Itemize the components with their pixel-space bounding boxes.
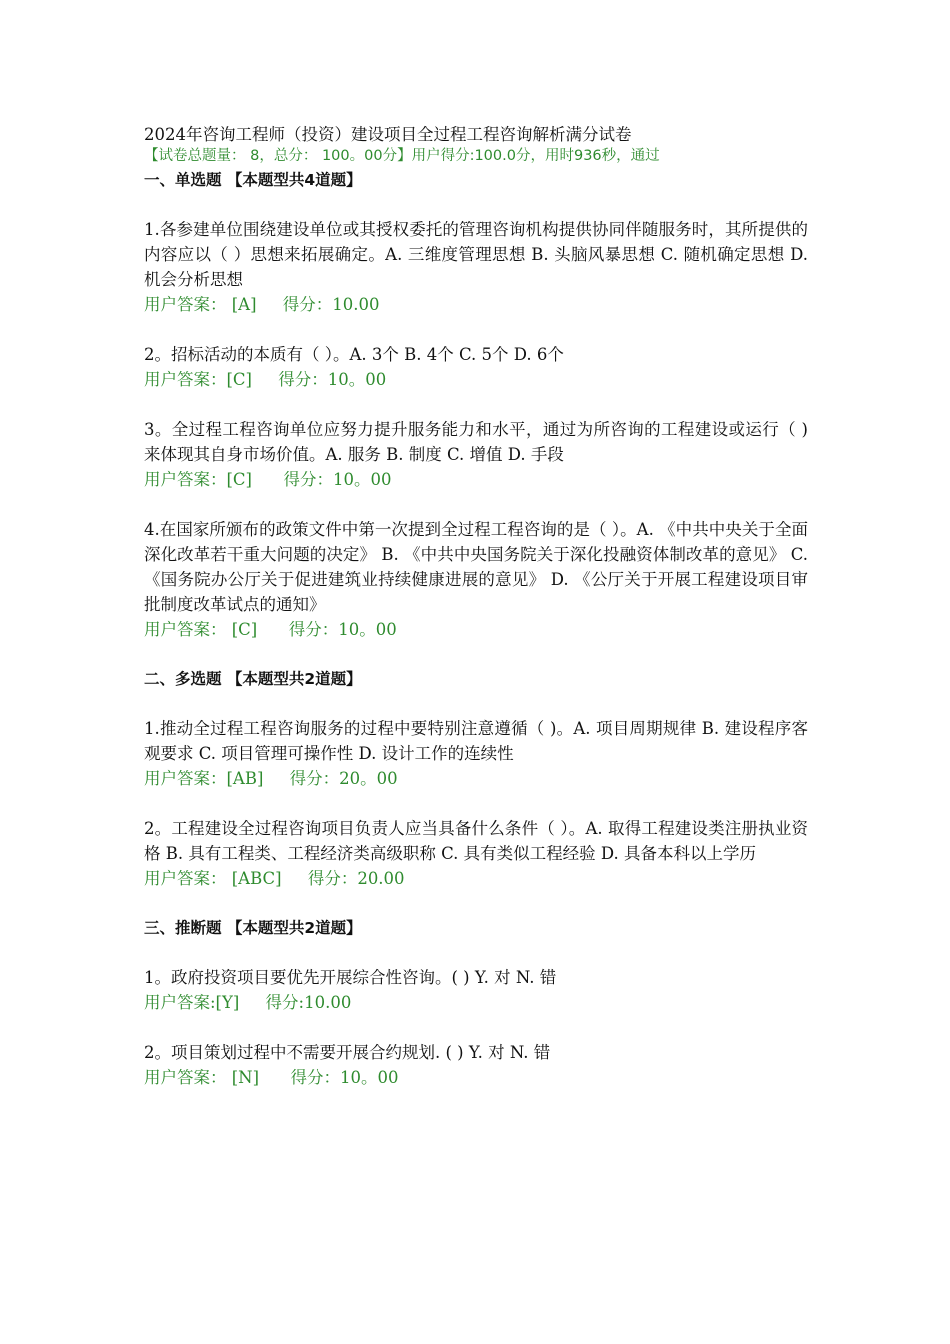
question-text: 3。全过程工程咨询单位应努力提升服务能力和水平，通过为所咨询的工程建设或运行（ )来体现其自身市场价值。A. 服务 B. 制度 C. 增值 D. 手段 bbox=[144, 420, 808, 464]
question-block bbox=[144, 1040, 808, 1090]
question-block bbox=[144, 517, 808, 642]
section-heading: 三、推断题 【本题型共2道题】 bbox=[144, 919, 362, 937]
question-text: 2。工程建设全过程咨询项目负责人应当具备什么条件（ ）。A. 取得工程建设类注册执业资格 B. 具有工程类、工程经济类高级职称 C. 具有类似工程经验 D. 具备本科以上学历 bbox=[144, 819, 808, 863]
user-answer: 用户答案： [N] 得分：10。00 bbox=[144, 1068, 399, 1087]
question-block bbox=[144, 417, 808, 492]
question-text: 2。招标活动的本质有（ ）。A. 3个 B. 4个 C. 5个 D. 6个 bbox=[144, 345, 564, 364]
section-single-choice bbox=[144, 168, 808, 642]
question-text: 1。政府投资项目要优先开展综合性咨询。( ) Y. 对 N. 错 bbox=[144, 968, 557, 987]
exam-summary: 【试卷总题量： 8，总分： 100。00分】用户得分:100.0分，用时936秒，通过 bbox=[144, 148, 660, 164]
user-answer: 用户答案：[AB] 得分：20。00 bbox=[144, 769, 398, 788]
user-answer: 用户答案：[C] 得分：10。00 bbox=[144, 470, 392, 489]
user-answer: 用户答案：[C] 得分：10。00 bbox=[144, 370, 387, 389]
question-text: 1.各参建单位围绕建设单位或其授权委托的管理咨询机构提供协同伴随服务时，其所提供的内容应以（ ）思想来拓展确定。A. 三维度管理思想 B. 头脑风暴思想 C. 随机确定思想 D. 机会分析思想 bbox=[144, 220, 808, 289]
user-answer: 用户答案： [A] 得分：10.00 bbox=[144, 295, 380, 314]
user-answer: 用户答案： [ABC] 得分：20.00 bbox=[144, 869, 405, 888]
section-heading: 一、单选题 【本题型共4道题】 bbox=[144, 171, 362, 189]
section-multiple-choice bbox=[144, 667, 808, 891]
question-block bbox=[144, 342, 808, 392]
user-answer: 用户答案： [C] 得分：10。00 bbox=[144, 620, 397, 639]
user-answer: 用户答案:[Y] 得分:10.00 bbox=[144, 993, 352, 1012]
section-true-false bbox=[144, 916, 808, 1090]
question-text: 4.在国家所颁布的政策文件中第一次提到全过程工程咨询的是（ ）。A. 《中共中央关于全面深化改革若干重大问题的决定》 B. 《中共中央国务院关于深化投融资体制改革的意见》 C. 《国务院办公厅关于促进建筑业持续健康进展的意见》 D. 《公厅关于开展工程建设项目审批制度改革试点的通知》 bbox=[144, 520, 808, 614]
question-text: 2。项目策划过程中不需要开展合约规划. ( ) Y. 对 N. 错 bbox=[144, 1043, 551, 1062]
section-heading: 二、多选题 【本题型共2道题】 bbox=[144, 670, 362, 688]
question-block bbox=[144, 965, 808, 1015]
document-page bbox=[144, 124, 808, 1090]
question-block bbox=[144, 816, 808, 891]
question-text: 1.推动全过程工程咨询服务的过程中要特别注意遵循（ )。A. 项目周期规律 B. 建设程序客观要求 C. 项目管理可操作性 D. 设计工作的连续性 bbox=[144, 719, 808, 763]
document-title: 2024年咨询工程师（投资）建设项目全过程工程咨询解析满分试卷 bbox=[144, 125, 632, 144]
question-block bbox=[144, 217, 808, 317]
question-block bbox=[144, 716, 808, 791]
